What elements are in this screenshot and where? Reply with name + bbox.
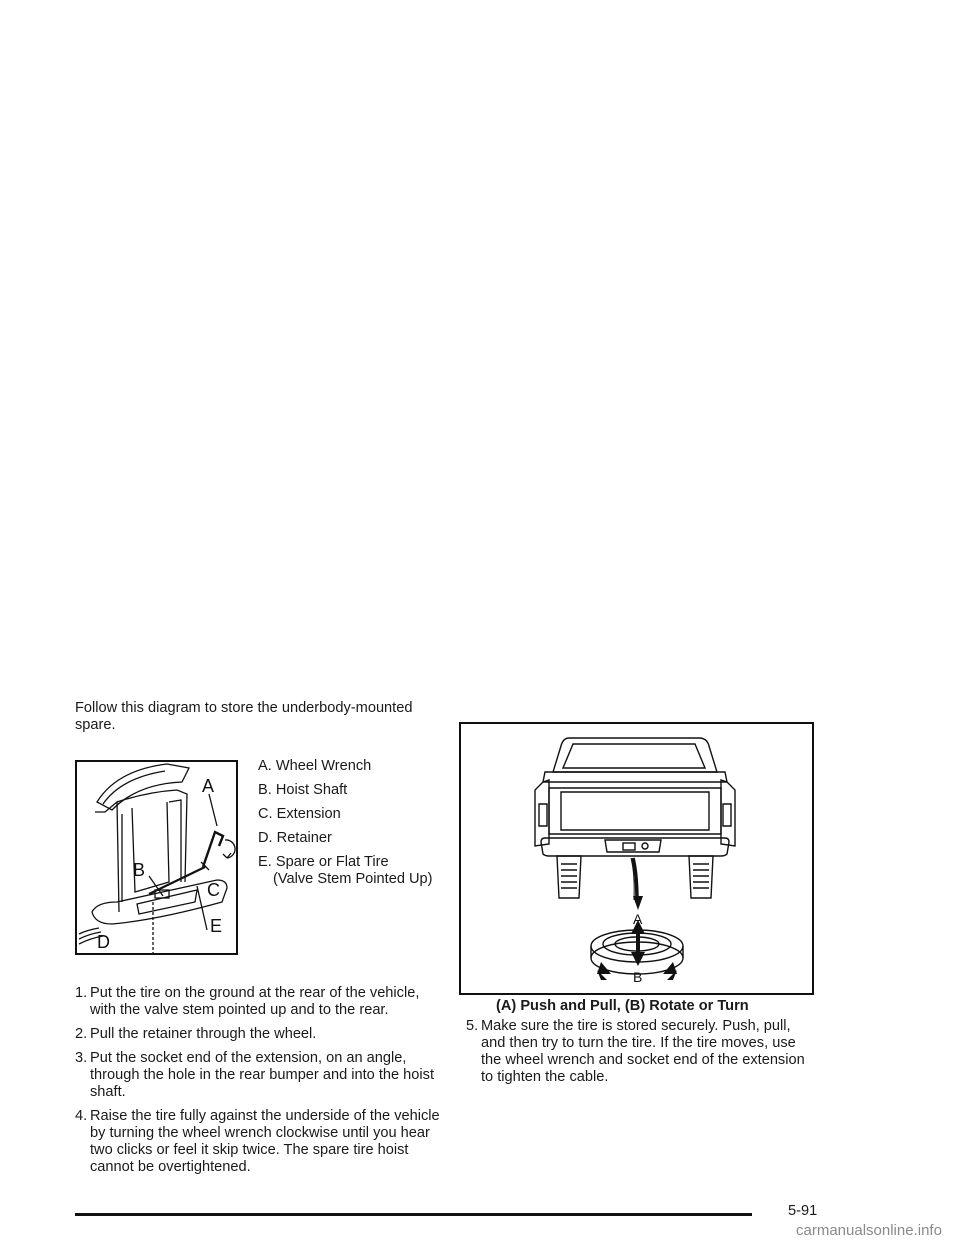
step-text: Pull the retainer through the wheel.: [90, 1026, 317, 1042]
figure-caption: (A) Push and Pull, (B) Rotate or Turn: [496, 998, 749, 1014]
step-text: Put the tire on the ground at the rear of the vehicle, with the valve stem pointed up and to the rear.: [90, 985, 420, 1018]
callout-c: C: [207, 880, 220, 900]
instruction-steps-left: [75, 985, 445, 1183]
callout-d: D: [97, 932, 110, 952]
step-text: Raise the tire fully against the underside of the vehicle by turning the wheel wrench clockwise until you hear two clicks or feel it skip twice. The spare tire hoist cannot be overtightened.: [90, 1108, 440, 1175]
callout-e: E: [210, 916, 223, 936]
step-number: 2.: [75, 1026, 88, 1042]
truck-rear-illustration: [461, 724, 812, 993]
legend-item-d: D. Retainer: [258, 830, 332, 846]
instruction-steps-right: [466, 1018, 816, 1093]
legend-item-a: A. Wheel Wrench: [258, 758, 372, 774]
legend-item-e-label: E. Spare or Flat Tire: [258, 854, 389, 870]
label-a: A: [633, 911, 643, 927]
callout-a: A: [202, 776, 215, 796]
label-b: B: [633, 969, 643, 985]
step-number: 4.: [75, 1108, 88, 1124]
step-item: [75, 1026, 445, 1043]
step-item: [75, 985, 445, 1019]
diagram-legend: [258, 758, 448, 895]
watermark: carmanualsonline.info: [796, 1222, 942, 1239]
step-item: [466, 1018, 816, 1086]
spare-storage-illustration: [77, 762, 236, 953]
spare-storage-diagram: [75, 760, 238, 955]
step-number: 1.: [75, 985, 88, 1001]
step-text: Put the socket end of the extension, on an angle, through the hole in the rear bumper and into the hoist shaft.: [90, 1050, 434, 1100]
legend-item-e: [258, 854, 448, 888]
legend-item-b: B. Hoist Shaft: [258, 782, 348, 798]
step-text: Make sure the tire is stored securely. Push, pull, and then try to turn the tire. If the tire moves, use the wheel wrench and socket end of the extension to tighten the cable.: [481, 1018, 805, 1085]
step-number: 5.: [466, 1018, 479, 1034]
legend-item-e-note: (Valve Stem Pointed Up): [273, 871, 433, 887]
step-number: 3.: [75, 1050, 88, 1066]
page-number: 5-91: [788, 1203, 818, 1219]
tire-security-check-diagram: [459, 722, 814, 995]
legend-item-c: C. Extension: [258, 806, 341, 822]
intro-paragraph: Follow this diagram to store the underbody-mounted spare.: [75, 700, 413, 733]
footer-rule: [75, 1213, 752, 1216]
step-item: [75, 1108, 445, 1176]
callout-b: B: [133, 860, 146, 880]
step-item: [75, 1050, 445, 1101]
